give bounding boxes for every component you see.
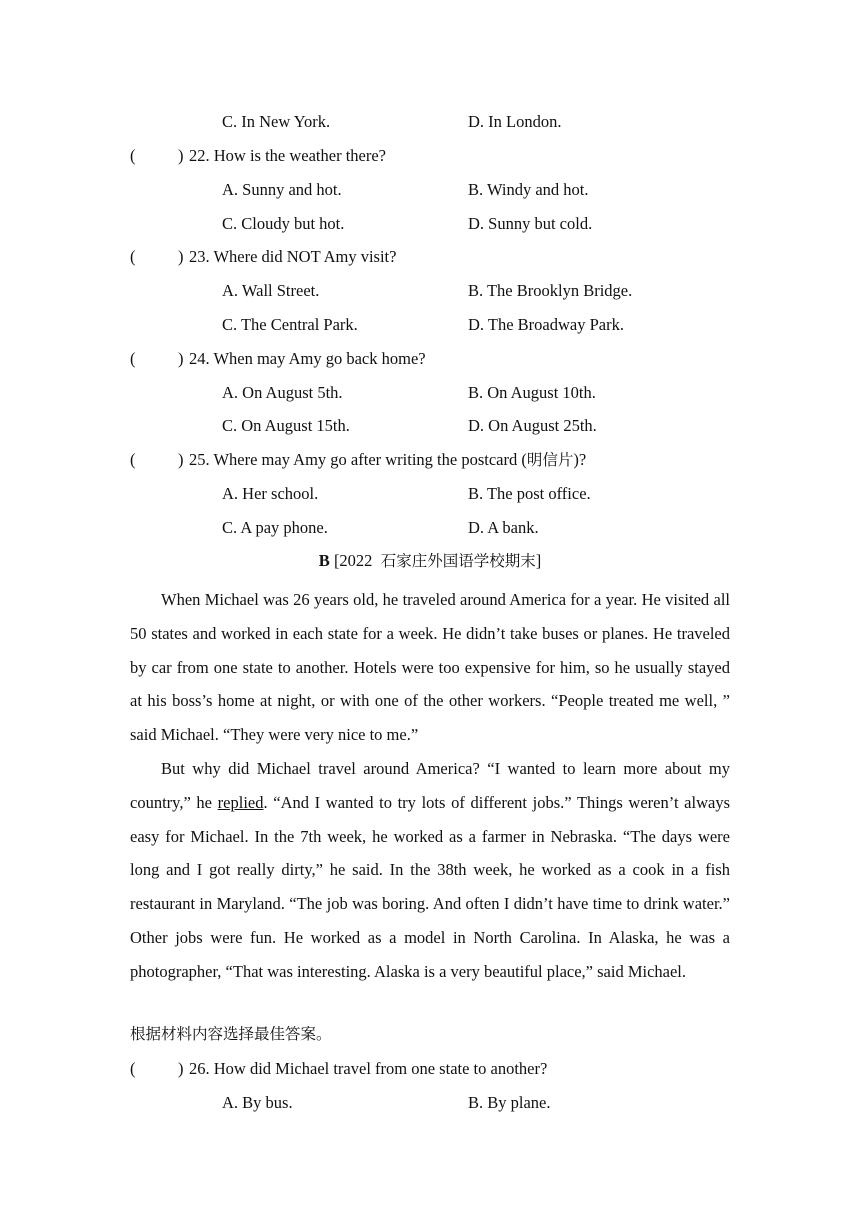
q23-answer-paren-open: ( — [130, 247, 136, 266]
q25-option-d: D. A bank. — [468, 518, 539, 537]
q23-option-a: A. Wall Street. — [222, 281, 320, 300]
section-b-heading — [0, 551, 860, 571]
passage-p2-rest: . “And I wanted to try lots of different jobs.” Things weren’t always easy for Michael. In the 7th week, he worked as a farmer in Nebraska. “The days were long and I got really dirty,” he said. In the 38th week, he worked as a cook in a fish restaurant in Maryland. “The job was boring. And often I didn’t have time to drink water.” Other jobs were fun. He worked as a model in North Carolina. In Alaska, he was a photographer, “That was interesting. Alaska is a very beautiful place,” said Michael. — [130, 792, 730, 981]
q26-option-a: A. By bus. — [222, 1093, 293, 1112]
underlined-word: replied — [217, 792, 264, 812]
q22-stem: 22. How is the weather there? — [189, 146, 387, 165]
q26-stem: 26. How did Michael travel from one state to another? — [189, 1059, 548, 1078]
q22-option-a: A. Sunny and hot. — [222, 180, 342, 199]
q24-option-b: B. On August 10th. — [468, 383, 596, 402]
q25-stem-end: )? — [573, 450, 587, 469]
q24-option-d: D. On August 25th. — [468, 416, 597, 435]
q25-stem-text: 25. Where may Amy go after writing the postcard ( — [189, 450, 527, 469]
passage-paragraph-1: When Michael was 26 years old, he traveled around America for a year. He visited all 50 states and worked in each state for a week. He didn’t take buses or planes. He traveled by car from one state to another. Hotels were too expensive for him, so he usually stayed at his boss’s home at night, or with one of the other workers. “People treated me well, ” said Michael. “They were very nice to me.” — [130, 590, 730, 745]
q26-answer-paren-close: ) — [178, 1059, 184, 1078]
q24-answer-paren-open: ( — [130, 349, 136, 368]
instruction-text: 根据材料内容选择最佳答案。 — [130, 1025, 332, 1043]
q25-option-a: A. Her school. — [222, 484, 319, 503]
q25-option-c: C. A pay phone. — [222, 518, 328, 537]
q22-option-d: D. Sunny but cold. — [468, 214, 593, 233]
q25-stem — [189, 450, 586, 470]
q25-option-b: B. The post office. — [468, 484, 591, 503]
passage-p2-start: But why did Michael travel around America? “I wanted to learn more about my country,” he — [130, 758, 730, 812]
q22-answer-paren-close: ) — [178, 146, 184, 165]
q25-answer-paren-open: ( — [130, 450, 136, 469]
section-source-school: 石家庄外国语学校期末 — [380, 552, 536, 570]
q25-stem-chinese-gloss: 明信片 — [526, 451, 574, 469]
q22-option-b: B. Windy and hot. — [468, 180, 589, 199]
q24-option-c: C. On August 15th. — [222, 416, 350, 435]
q23-option-d: D. The Broadway Park. — [468, 315, 624, 334]
q24-option-a: A. On August 5th. — [222, 383, 343, 402]
q21-option-c: C. In New York. — [222, 112, 331, 131]
q24-answer-paren-close: ) — [178, 349, 184, 368]
q23-stem: 23. Where did NOT Amy visit? — [189, 247, 397, 266]
q21-option-d: D. In London. — [468, 112, 562, 131]
passage-paragraph-2 — [130, 752, 730, 989]
q26-answer-paren-open: ( — [130, 1059, 136, 1078]
q23-option-c: C. The Central Park. — [222, 315, 358, 334]
q22-answer-paren-open: ( — [130, 146, 136, 165]
q25-answer-paren-close: ) — [178, 450, 184, 469]
q23-option-b: B. The Brooklyn Bridge. — [468, 281, 633, 300]
q24-stem: 24. When may Amy go back home? — [189, 349, 426, 368]
reading-passage — [130, 583, 730, 989]
section-source-end: ] — [535, 551, 542, 570]
section-letter: B — [318, 551, 330, 570]
q26-option-b: B. By plane. — [468, 1093, 551, 1112]
q23-answer-paren-close: ) — [178, 247, 184, 266]
section-source-year: [2022 — [333, 551, 373, 570]
q22-option-c: C. Cloudy but hot. — [222, 214, 345, 233]
